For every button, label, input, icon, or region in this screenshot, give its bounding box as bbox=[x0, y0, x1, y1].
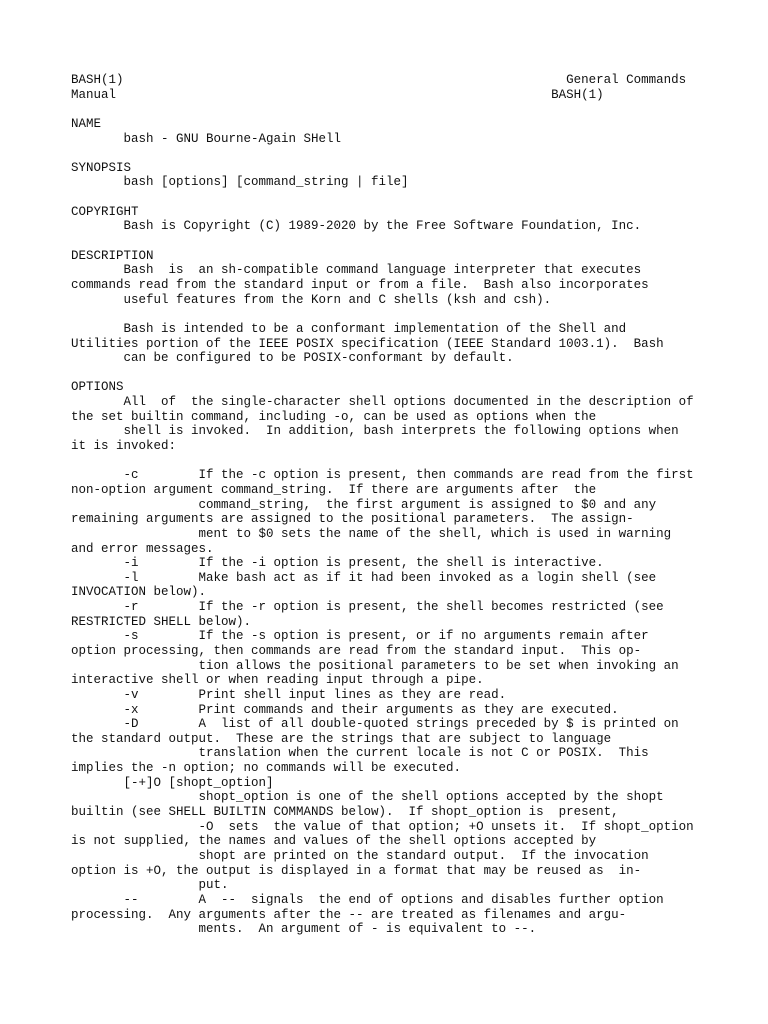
text-line: put. bbox=[71, 878, 229, 893]
text-line: -i If the -i option is present, the shell is interactive. bbox=[71, 556, 604, 571]
text-line: is not supplied, the names and values of the shell options accepted by bbox=[71, 834, 597, 849]
text-line: implies the -n option; no commands will be executed. bbox=[71, 761, 462, 776]
text-line: the set builtin command, including -o, can be used as options when the bbox=[71, 409, 597, 424]
text-line: -s If the -s option is present, or if no arguments remain after bbox=[71, 629, 649, 644]
text-line: option is +O, the output is displayed in a format that may be reused as in- bbox=[71, 863, 642, 878]
text-line: bash [options] [command_string | file] bbox=[71, 175, 409, 190]
text-line bbox=[71, 190, 731, 205]
text-line bbox=[71, 146, 731, 161]
text-line: -v Print shell input lines as they are read. bbox=[71, 687, 507, 702]
text-line: builtin (see SHELL BUILTIN COMMANDS below). If shopt_option is present, bbox=[71, 805, 619, 820]
text-line: command_string, the first argument is assigned to $0 and any bbox=[71, 497, 657, 512]
text-line: processing. Any arguments after the -- are treated as filenames and argu- bbox=[71, 907, 627, 922]
text-line bbox=[71, 454, 731, 469]
text-line bbox=[71, 102, 731, 117]
text-line: Bash is an sh-compatible command language interpreter that executes bbox=[71, 263, 642, 278]
text-line: COPYRIGHT bbox=[71, 204, 139, 219]
text-line: shopt are printed on the standard output. If the invocation bbox=[71, 848, 649, 863]
text-line: can be configured to be POSIX-conformant by default. bbox=[71, 351, 514, 366]
text-line: -x Print commands and their arguments as they are executed. bbox=[71, 702, 619, 717]
text-line: Bash is intended to be a conformant implementation of the Shell and bbox=[71, 321, 627, 336]
text-line: Bash is Copyright (C) 1989-2020 by the Free Software Foundation, Inc. bbox=[71, 219, 642, 234]
text-line: ments. An argument of - is equivalent to --. bbox=[71, 922, 537, 937]
text-line: bash - GNU Bourne-Again SHell bbox=[71, 131, 342, 146]
text-line: DESCRIPTION bbox=[71, 248, 154, 263]
text-line: it is invoked: bbox=[71, 439, 177, 454]
text-line: Utilities portion of the IEEE POSIX specification (IEEE Standard 1003.1). Bash bbox=[71, 336, 664, 351]
text-line: non-option argument command_string. If there are arguments after the bbox=[71, 482, 597, 497]
text-line: OPTIONS bbox=[71, 380, 124, 395]
text-line: option processing, then commands are read from the standard input. This op- bbox=[71, 643, 642, 658]
text-line: remaining arguments are assigned to the positional parameters. The assign- bbox=[71, 512, 634, 527]
man-page-text bbox=[71, 73, 731, 937]
text-line: and error messages. bbox=[71, 541, 214, 556]
text-line: shell is invoked. In addition, bash interprets the following options when bbox=[71, 424, 679, 439]
text-line: All of the single-character shell options documented in the description of bbox=[71, 395, 694, 410]
text-line: SYNOPSIS bbox=[71, 160, 132, 175]
text-line: ment to $0 sets the name of the shell, which is used in warning bbox=[71, 526, 672, 541]
text-line bbox=[71, 234, 731, 249]
text-line: NAME bbox=[71, 116, 102, 131]
text-line bbox=[71, 307, 731, 322]
text-line bbox=[71, 366, 731, 381]
text-line: -D A list of all double-quoted strings preceded by $ is printed on bbox=[71, 717, 679, 732]
text-line: Manual BASH(1) bbox=[71, 87, 604, 102]
text-line: BASH(1) General Commands bbox=[71, 73, 687, 87]
text-line: -r If the -r option is present, the shell becomes restricted (see bbox=[71, 600, 664, 615]
text-line: [-+]O [shopt_option] bbox=[71, 775, 274, 790]
text-line: RESTRICTED SHELL below). bbox=[71, 614, 252, 629]
text-line: the standard output. These are the strings that are subject to language bbox=[71, 731, 612, 746]
text-line: INVOCATION below). bbox=[71, 585, 207, 600]
text-line: translation when the current locale is not C or POSIX. This bbox=[71, 746, 649, 761]
text-line: shopt_option is one of the shell options accepted by the shopt bbox=[71, 790, 664, 805]
text-line: useful features from the Korn and C shells (ksh and csh). bbox=[71, 292, 552, 307]
text-line: commands read from the standard input or from a file. Bash also incorporates bbox=[71, 277, 649, 292]
text-line: -- A -- signals the end of options and disables further option bbox=[71, 892, 664, 907]
text-line: -l Make bash act as if it had been invoked as a login shell (see bbox=[71, 570, 657, 585]
text-line: -O sets the value of that option; +O unsets it. If shopt_option bbox=[71, 819, 694, 834]
text-line: tion allows the positional parameters to be set when invoking an bbox=[71, 658, 679, 673]
text-line: interactive shell or when reading input through a pipe. bbox=[71, 673, 484, 688]
text-line: -c If the -c option is present, then commands are read from the first bbox=[71, 468, 694, 483]
